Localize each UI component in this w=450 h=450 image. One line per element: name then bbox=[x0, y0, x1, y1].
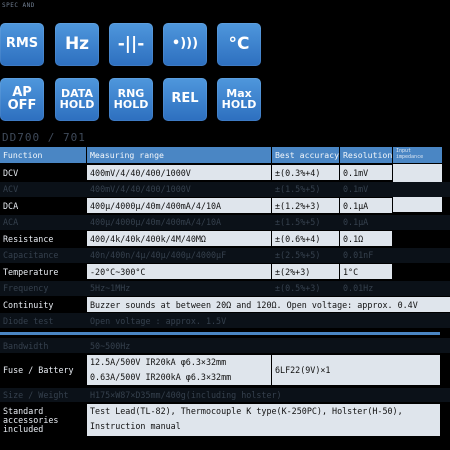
fuse-line: 12.5A/500V IR20kA φ6.3×32mm bbox=[90, 357, 227, 367]
row-resolution: 0.1mV bbox=[340, 165, 392, 180]
table-row bbox=[0, 215, 450, 230]
header-function: Function bbox=[0, 147, 86, 163]
header-impedance: Input impedance bbox=[393, 147, 442, 163]
row-resolution: 0.1μA bbox=[340, 198, 392, 213]
row-function: Temperature bbox=[3, 266, 59, 277]
fuse-line: 0.63A/500V IR200kA φ6.3×32mm bbox=[90, 372, 232, 382]
row-function: ACA bbox=[3, 217, 19, 227]
data-hold-icon bbox=[55, 78, 99, 121]
icon-label: -||- bbox=[117, 34, 145, 55]
row-accuracy: ±(2%+3) bbox=[272, 264, 339, 279]
continuity-range: Buzzer sounds at between 20Ω and 120Ω. Open voltage: approx. 0.4V bbox=[87, 297, 450, 312]
table-row bbox=[0, 264, 450, 279]
icon-label: HOLD bbox=[221, 97, 257, 111]
icon-label: DATA bbox=[61, 87, 93, 101]
row-accuracy: ±(2.5%+5) bbox=[275, 250, 321, 260]
row-resolution: 1°C bbox=[340, 264, 392, 279]
size-label: Size / Weight bbox=[3, 390, 69, 400]
row-range: 400mV/4/40/400/1000V bbox=[87, 165, 271, 180]
row-resolution: 0.01nF bbox=[343, 250, 374, 260]
row-range: 400mV/4/40/400/1000V bbox=[90, 184, 191, 194]
accessories-label-line: accessories bbox=[3, 414, 59, 425]
icon-label: REL bbox=[171, 91, 199, 107]
rng-hold-icon bbox=[109, 78, 153, 121]
icon-label: °C bbox=[228, 34, 250, 55]
table-row bbox=[0, 313, 450, 328]
table-row bbox=[0, 338, 450, 353]
rel-icon bbox=[163, 78, 207, 121]
hz-icon bbox=[55, 23, 99, 66]
size-value: H175×W87×D35mm/400g(including holster) bbox=[90, 390, 282, 400]
table-row bbox=[0, 248, 450, 263]
celsius-icon bbox=[217, 23, 261, 66]
row-range: 40n/400n/4μ/40μ/400μ/4000μF bbox=[90, 250, 227, 260]
icon-label: Hz bbox=[64, 34, 90, 55]
header-caption: SPEC AND bbox=[2, 2, 35, 9]
row-range: 5Hz~1MHz bbox=[90, 283, 131, 293]
row-resolution: 0.01Hz bbox=[343, 283, 374, 293]
icon-label: HOLD bbox=[113, 97, 149, 111]
row-accuracy: ±(0.5%+3) bbox=[275, 283, 321, 293]
section-divider bbox=[0, 332, 440, 335]
icon-label: HOLD bbox=[59, 97, 95, 111]
header-accuracy: Best accuracy bbox=[272, 147, 339, 163]
row-accuracy: ±(1.5%+5) bbox=[275, 217, 321, 227]
accessories-label bbox=[0, 404, 86, 436]
icon-label: RNG bbox=[117, 87, 145, 101]
row-range: 400μ/4000μ/40m/400mA/4/10A bbox=[90, 217, 222, 227]
accessories-line: Instruction manual bbox=[90, 421, 181, 431]
row-function: Frequency bbox=[3, 283, 49, 293]
row-accuracy: ±(1.5%+5) bbox=[275, 184, 321, 194]
accessories-label-line: Standard bbox=[3, 405, 44, 416]
row-function: ACV bbox=[3, 184, 19, 194]
row-accuracy: ±(0.3%+4) bbox=[272, 165, 339, 180]
rms-icon bbox=[0, 23, 44, 66]
row-range: Open voltage : approx. 1.5V bbox=[90, 315, 227, 326]
accessories-value bbox=[87, 404, 440, 436]
row-accuracy: ±(1.2%+3) bbox=[272, 198, 339, 213]
table-header-row bbox=[0, 147, 450, 163]
table-row bbox=[0, 182, 450, 197]
battery-value: 6LF22(9V)×1 bbox=[272, 355, 440, 385]
accessories-label-line: included bbox=[3, 423, 44, 434]
header-range: Measuring range bbox=[87, 147, 271, 163]
row-range: -20°C~300°C bbox=[87, 264, 271, 279]
row-range: 400μ/4000μ/40m/400mA/4/10A bbox=[87, 198, 271, 213]
row-resolution: 0.1mV bbox=[343, 184, 369, 194]
table-row bbox=[0, 165, 450, 180]
ap-off-icon bbox=[0, 78, 44, 121]
table-row bbox=[0, 281, 450, 296]
row-function: Continuity bbox=[3, 299, 54, 310]
continuity-buzzer-icon bbox=[163, 23, 207, 66]
row-function: DCV bbox=[3, 167, 19, 178]
table-row bbox=[0, 231, 450, 246]
fuse-values bbox=[87, 355, 271, 385]
icon-label: RMS bbox=[5, 36, 39, 52]
row-function: Capacitance bbox=[3, 250, 59, 260]
model-title: DD700 / 701 bbox=[2, 131, 86, 144]
bandwidth-label: Bandwidth bbox=[3, 340, 49, 351]
row-accuracy: ±(0.6%+4) bbox=[272, 231, 339, 246]
fuse-label: Fuse / Battery bbox=[3, 365, 74, 375]
row-function: Resistance bbox=[3, 233, 54, 244]
max-hold-icon bbox=[217, 78, 261, 121]
icon-label: AP bbox=[12, 85, 32, 101]
row-resolution: 0.1μA bbox=[343, 217, 369, 227]
row-function: DCA bbox=[3, 200, 19, 211]
bandwidth-value: 50~500Hz bbox=[90, 340, 131, 351]
table-row bbox=[0, 388, 450, 402]
accessories-line: Test Lead(TL-82), Thermocouple K type(K-250PC), Holster(H-50), bbox=[90, 406, 403, 416]
icon-label: •))) bbox=[171, 36, 199, 52]
row-range: 400/4k/40k/400k/4M/40MΩ bbox=[87, 231, 271, 246]
table-row bbox=[0, 198, 450, 213]
header-resolution: Resolution bbox=[340, 147, 392, 163]
icon-label: OFF bbox=[7, 97, 37, 113]
capacitor-icon bbox=[109, 23, 153, 66]
row-function: Diode test bbox=[3, 315, 54, 326]
row-resolution: 0.1Ω bbox=[340, 231, 392, 246]
icon-label: Max bbox=[226, 87, 252, 101]
